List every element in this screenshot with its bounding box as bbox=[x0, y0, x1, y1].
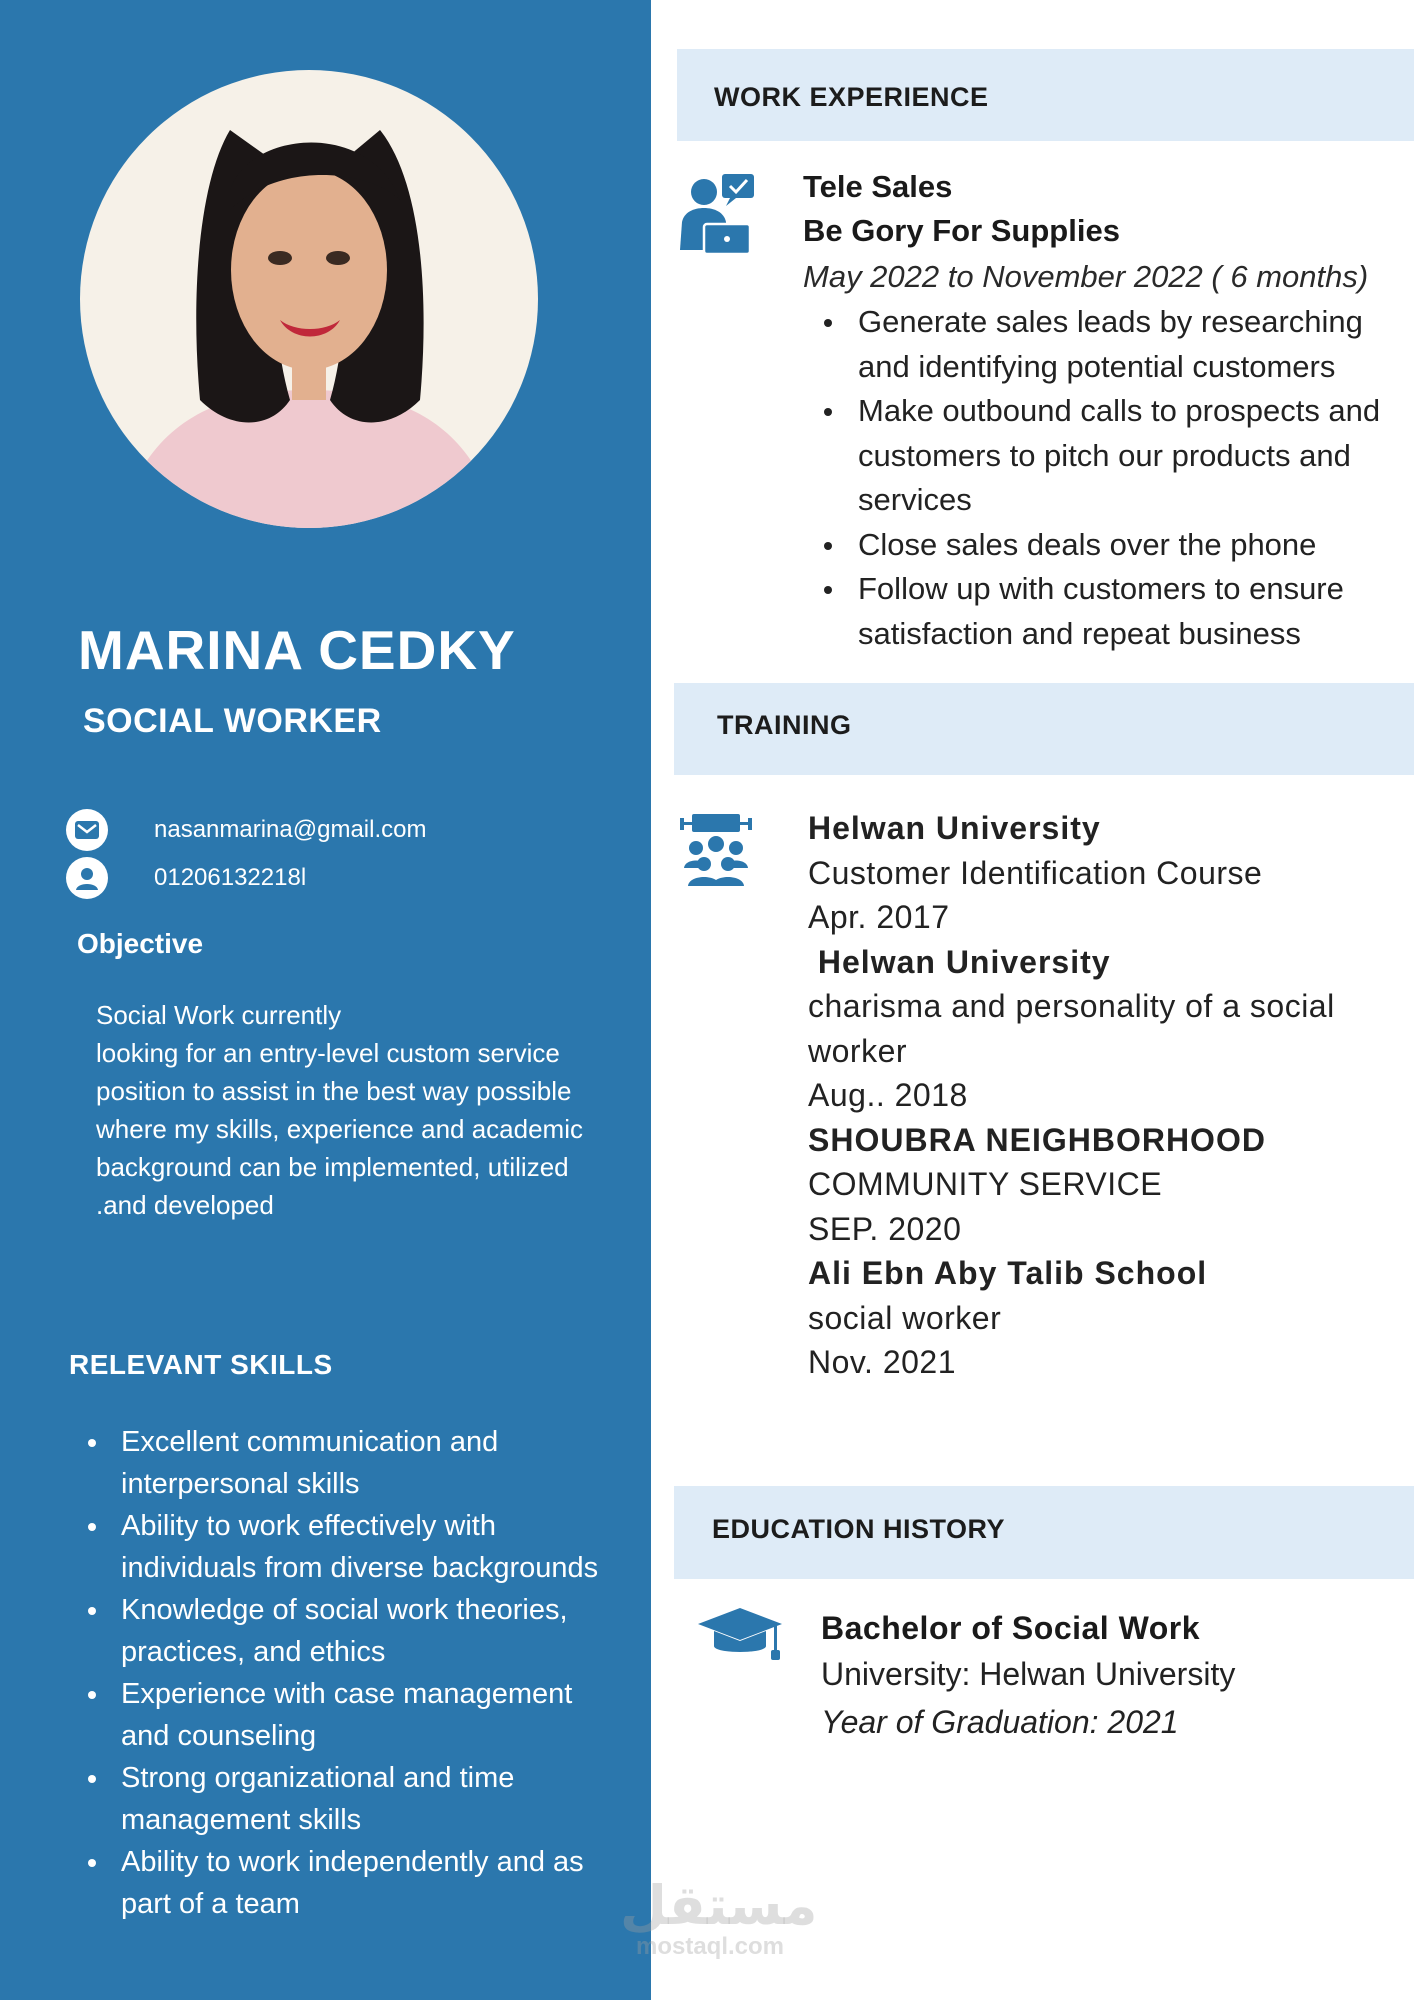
duty-item: Follow up with customers to ensure satisfaction and repeat business bbox=[822, 567, 1412, 656]
training-course: social worker bbox=[808, 1299, 1002, 1336]
duty-item: Make outbound calls to prospects and customers to pitch our products and services bbox=[822, 389, 1412, 523]
training-org: Ali Ebn Aby Talib School bbox=[808, 1255, 1208, 1291]
training-date: Aug.. 2018 bbox=[808, 1077, 968, 1113]
objective-line: .and developed bbox=[96, 1190, 274, 1220]
education-university: University: Helwan University bbox=[821, 1656, 1236, 1692]
skills-heading: RELEVANT SKILLS bbox=[69, 1349, 333, 1380]
email-text[interactable]: nasanmarina@gmail.com bbox=[154, 816, 427, 843]
watermark bbox=[620, 1876, 818, 1960]
skill-item: Knowledge of social work theories, practices, and ethics bbox=[86, 1589, 606, 1673]
candidate-name: MARINA CEDKY bbox=[78, 619, 516, 681]
objective-line: where my skills, experience and academic bbox=[96, 1114, 583, 1144]
training-heading: TRAINING bbox=[717, 710, 852, 740]
user-icon bbox=[66, 857, 108, 899]
training-org: Helwan University bbox=[808, 943, 1111, 980]
training-course: Customer Identification Course bbox=[808, 854, 1263, 891]
skill-item: Ability to work effectively with individuals from diverse backgrounds bbox=[86, 1505, 606, 1589]
training-course: charisma and personality of a social worker bbox=[808, 988, 1335, 1069]
objective-line: Social Work currently bbox=[96, 1000, 342, 1030]
objective-line: looking for an entry-level custom service bbox=[96, 1038, 560, 1068]
skill-item: Experience with case management and counseling bbox=[86, 1673, 606, 1757]
skills-list bbox=[86, 1421, 606, 1925]
training-course: COMMUNITY SERVICE bbox=[808, 1166, 1163, 1202]
education-year: Year of Graduation: 2021 bbox=[821, 1704, 1179, 1740]
duty-item: Generate sales leads by researching and identifying potential customers bbox=[822, 300, 1412, 389]
graduation-cap-icon bbox=[696, 1606, 784, 1667]
training-date: Apr. 2017 bbox=[808, 899, 950, 935]
phone-row[interactable] bbox=[66, 857, 306, 899]
sidebar bbox=[0, 0, 651, 2000]
mail-icon bbox=[66, 809, 108, 851]
skill-item: Ability to work independently and as part of a team bbox=[86, 1841, 606, 1925]
group-training-icon bbox=[678, 812, 754, 891]
objective-text bbox=[96, 996, 636, 1224]
skill-item: Excellent communication and interpersonal skills bbox=[86, 1421, 606, 1505]
candidate-role: SOCIAL WORKER bbox=[83, 702, 382, 740]
watermark-latin: mostaql.com bbox=[635, 1933, 785, 1960]
education-heading: EDUCATION HISTORY bbox=[712, 1514, 1006, 1544]
job-duties bbox=[822, 300, 1412, 656]
watermark-arabic: مستقل bbox=[620, 1876, 818, 1936]
objective-line: position to assist in the best way possible bbox=[96, 1076, 572, 1106]
sales-agent-icon bbox=[674, 170, 758, 263]
profile-photo bbox=[80, 70, 538, 528]
training-list bbox=[808, 806, 1388, 1385]
skill-item: Strong organizational and time management skills bbox=[86, 1757, 606, 1841]
objective-heading: Objective bbox=[77, 928, 204, 959]
phone-text[interactable]: 01206132218l bbox=[154, 864, 307, 891]
work-experience-heading: WORK EXPERIENCE bbox=[714, 82, 989, 112]
objective-line: background can be implemented, utilized bbox=[96, 1152, 569, 1182]
job-title: Tele Sales bbox=[803, 169, 953, 204]
training-org: SHOUBRA NEIGHBORHOOD bbox=[808, 1121, 1266, 1158]
education-degree: Bachelor of Social Work bbox=[821, 1610, 1200, 1646]
training-org: Helwan University bbox=[808, 810, 1101, 846]
email-row[interactable] bbox=[66, 809, 426, 851]
job-dates: May 2022 to November 2022 ( 6 months) bbox=[803, 259, 1369, 294]
training-date: SEP. 2020 bbox=[808, 1210, 962, 1247]
training-date: Nov. 2021 bbox=[808, 1344, 956, 1380]
duty-item: Close sales deals over the phone bbox=[822, 523, 1412, 568]
job-company: Be Gory For Supplies bbox=[803, 213, 1120, 248]
